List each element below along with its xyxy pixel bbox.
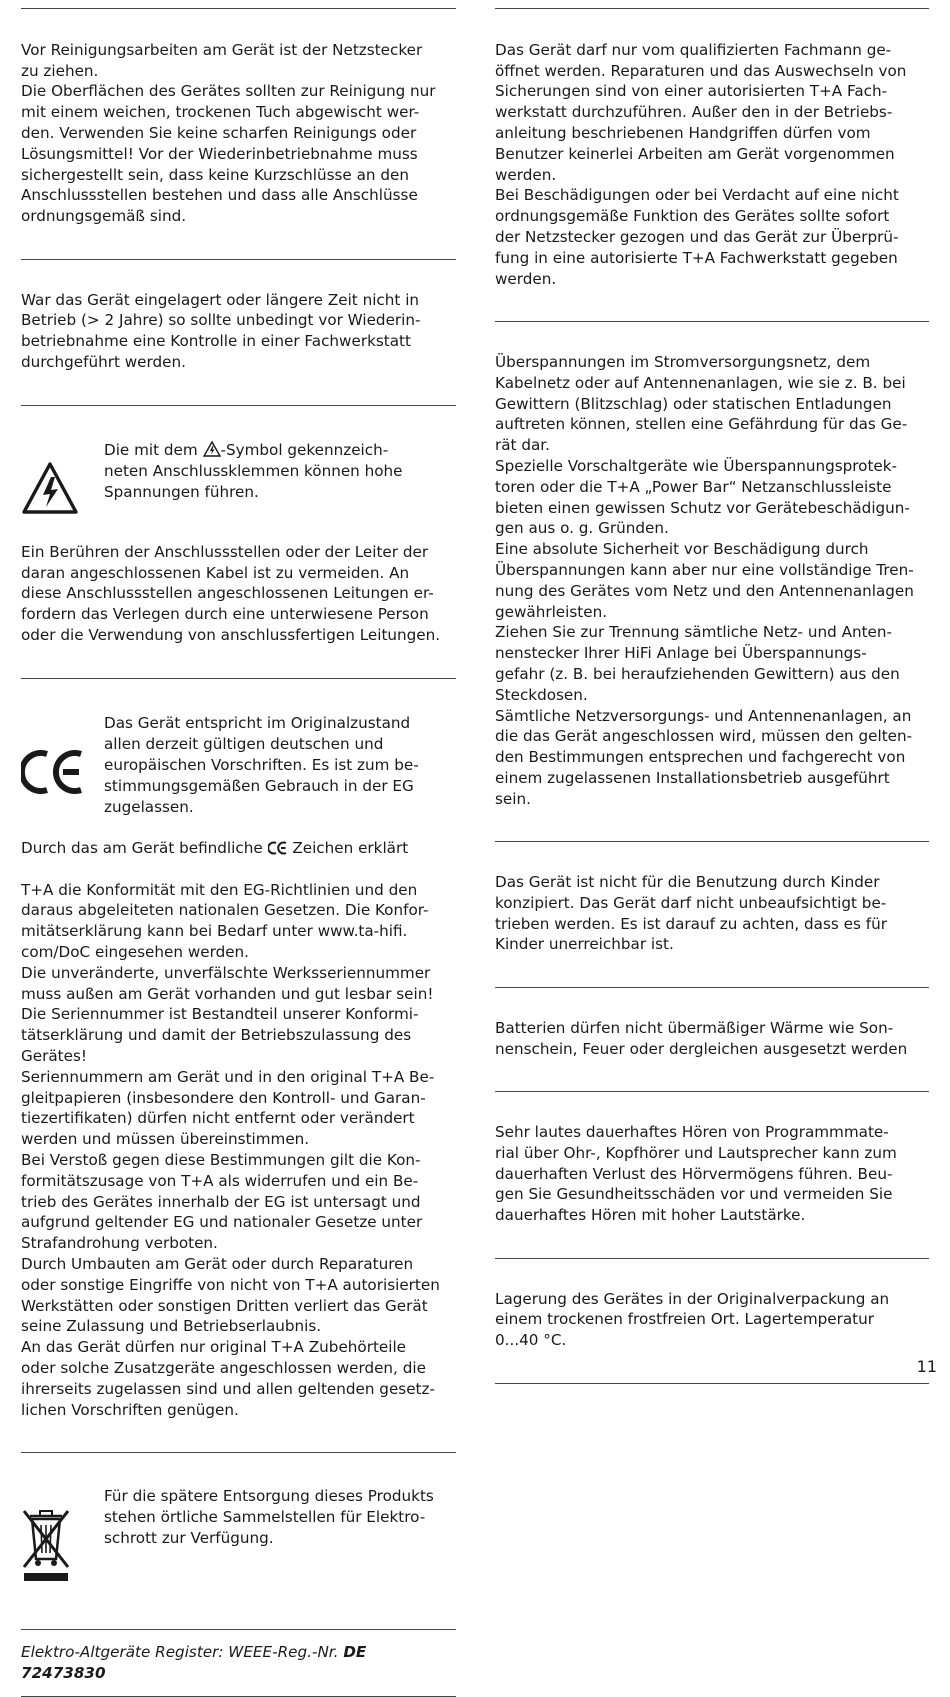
high-voltage-section [21, 405, 456, 678]
page-number: 11 [916, 1357, 937, 1376]
hearing-section [495, 1091, 929, 1258]
opening-repair-text: Das Gerät darf nur vom qualifizierten Fachmann ge- öffnet werden. Reparaturen und das Auswechseln von Sicherungen sind von einer autorisierten T+A Fach- werkstatt durchzuführen. Außer den in der Betriebs- anleitung beschriebenen Handgriffen dürfen vom Benutzer keinerlei Arbeiten am Gerät vorgenommen werden. Bei Beschädigungen oder bei Verdacht auf eine nicht ordnungsgemäße Funktion des Gerätes sollte sofort der Netzstecker gezogen und das Gerät zur Überprü- fung in eine autorisierte T+A Fachwerkstatt gegeben werden. [495, 40, 907, 288]
storage-inspection-section [21, 259, 456, 405]
storage-inspection-text: War das Gerät eingelagert oder längere Zeit nicht in Betrieb (> 2 Jahre) so sollte unbedingt vor Wiederin- betriebnahme eine Kontrolle in einer Fachwerkstatt durchgeführt werden. [21, 290, 421, 371]
disposal-section [21, 1452, 456, 1629]
ce-intro: Das Gerät entspricht im Originalzustand allen derzeit gültigen deutschen und europäischen Vorschriften. Es ist zum be- stimmungsgemäßen Gebrauch in der EG zugelassen. [104, 714, 419, 816]
ce-mark-inline-icon [268, 841, 288, 855]
weee-crossed-bin-icon [21, 1507, 71, 1583]
batteries-text: Batterien dürfen nicht übermäßiger Wärme wie Son- nenschein, Feuer oder dergleichen ausgesetzt werden [495, 1018, 908, 1058]
high-voltage-intro: Die mit dem -Symbol gekennzeich- neten Anschlussklemmen können hohe Spannungen führen. [104, 441, 403, 501]
batteries-section [495, 987, 929, 1091]
ce-conformity-line: Durch das am Gerät befindliche Zeichen erklärt [21, 839, 409, 858]
right-column [495, 8, 929, 1384]
hearing-text: Sehr lautes dauerhaftes Hören von Programmmate- rial über Ohr-, Kopfhörer und Lautsprecher kann zum dauerhaften Verlust des Hörvermögens führen. Beu- gen Sie Gesundheitsschäden vor und vermeiden Sie dauerhaftes Hören mit hoher Lautstärke. [495, 1123, 897, 1225]
weee-register-number: DE 72473830 [21, 1643, 367, 1683]
ce-conformity-text: T+A die Konformität mit den EG-Richtlinien und den daraus abgeleiteten nationalen Gesetzen. Die Konfor- mitätserklärung kann bei Bedarf unter www.ta-hifi. com/DoC eingesehen werden. Die unveränderte, unverfälschte Werksseriennummer muss außen am Gerät vorhanden und gut lesbar sein! Die Seriennummer ist Bestandteil unserer Konformi- tätserklärung und damit der Betriebszulassung des Gerätes! Seriennummern am Gerät und in den original T+A Be- gleitpapieren (insbesondere den Kontroll- und Garan- tiezertifikaten) dürfen nicht entfernt oder verändert werden und müssen übereinstimmen. Bei Verstoß gegen diese Bestimmungen gilt die Kon- formitätszusage von T+A als widerrufen und ein Be- trieb des Gerätes innerhalb der EG ist untersagt und aufgrund geltender EG und nationaler Gesetze unter Strafandrohung verboten. Durch Umbauten am Gerät oder durch Reparaturen oder sonstige Eingriffe von nicht von T+A autorisierten Werkstätten oder sonstigen Dritten verliert das Gerät seine Zulassung und Betriebserlaubnis. An das Gerät dürfen nur original T+A Zubehörteile oder solche Zusatzgeräte angeschlossen werden, die ihrerseits zugelassen sind und allen geltenden gesetz- lichen Vorschriften genügen. [21, 880, 440, 1419]
ce-mark-icon [21, 748, 85, 796]
warning-triangle-inline-icon [203, 441, 221, 457]
storage-temperature-section [495, 1258, 929, 1384]
cleaning-text: Vor Reinigungsarbeiten am Gerät ist der Netzstecker zu ziehen. Die Oberflächen des Gerätes sollten zur Reinigung nur mit einem weichen, trockenen Tuch abgewischt wer- den. Verwenden Sie keine scharfen Reinigungs oder Lösungsmittel! Vor der Wiederinbetriebnahme muss sichergestellt sein, dass keine Kurzschlüsse an den Anschlussstellen bestehen und dass alle Anschlüsse ordnungsgemäß sind. [21, 40, 436, 226]
children-section [495, 841, 929, 987]
weee-register-line: Elektro-Altgeräte Register: WEEE-Reg.-Nr. DE 72473830 [21, 1629, 456, 1697]
storage-temperature-text: Lagerung des Gerätes in der Originalverpackung an einem trockenen frostfreien Ort. Lagertemperatur 0...40 °C. [495, 1289, 890, 1350]
high-voltage-warning-icon [21, 461, 79, 515]
left-column [21, 8, 456, 1697]
disposal-text: Für die spätere Entsorgung dieses Produkts stehen örtliche Sammelstellen für Elektro- schrott zur Verfügung. [104, 1487, 434, 1547]
children-text: Das Gerät ist nicht für die Benutzung durch Kinder konzipiert. Das Gerät darf nicht unbeaufsichtigt be- trieben werden. Es ist darauf zu achten, dass es für Kinder unerreichbar ist. [495, 873, 887, 954]
overvoltage-section [495, 321, 929, 841]
cleaning-section [21, 8, 456, 259]
high-voltage-text: Ein Berühren der Anschlussstellen oder der Leiter der daran angeschlossenen Kabel ist zu vermeiden. An diese Anschlussstellen angeschlossenen Leitungen er- fordern das Verlegen durch eine unterwiesene Person oder die Verwendung von anschlussfertigen Leitungen. [21, 542, 441, 644]
overvoltage-text: Überspannungen im Stromversorgungsnetz, dem Kabelnetz oder auf Antennenanlagen, wie sie z. B. bei Gewittern (Blitzschlag) oder statischen Entladungen auftreten können, stellen eine Gefährdung für das Ge- rät dar. Spezielle Vorschaltgeräte wie Überspannungsprotek- toren oder die T+A „Power Bar“ Netzanschlussleiste bieten einen gewissen Schutz vor Gerätebeschädigun- gen aus o. g. Gründen. Eine absolute Sicherheit vor Beschädigung durch Überspannungen kann aber nur eine vollständige Tren- nung des Gerätes vom Netz und den Antennenanlagen gewährleisten. Ziehen Sie zur Trennung sämtliche Netz- und Anten- nenstecker Ihrer HiFi Anlage bei Überspannungs- gefahr (z. B. bei heraufziehenden Gewittern) aus den Steckdosen. Sämtliche Netzversorgungs- und Antennenanlagen, an die das Gerät angeschlossen wird, müssen den gelten- den Bestimmungen entsprechen und fachgerecht von einem zugelassenen Installationsbetrieb ausgeführt sein. [495, 352, 914, 808]
opening-repair-section [495, 8, 929, 321]
ce-conformity-section [21, 678, 456, 1453]
